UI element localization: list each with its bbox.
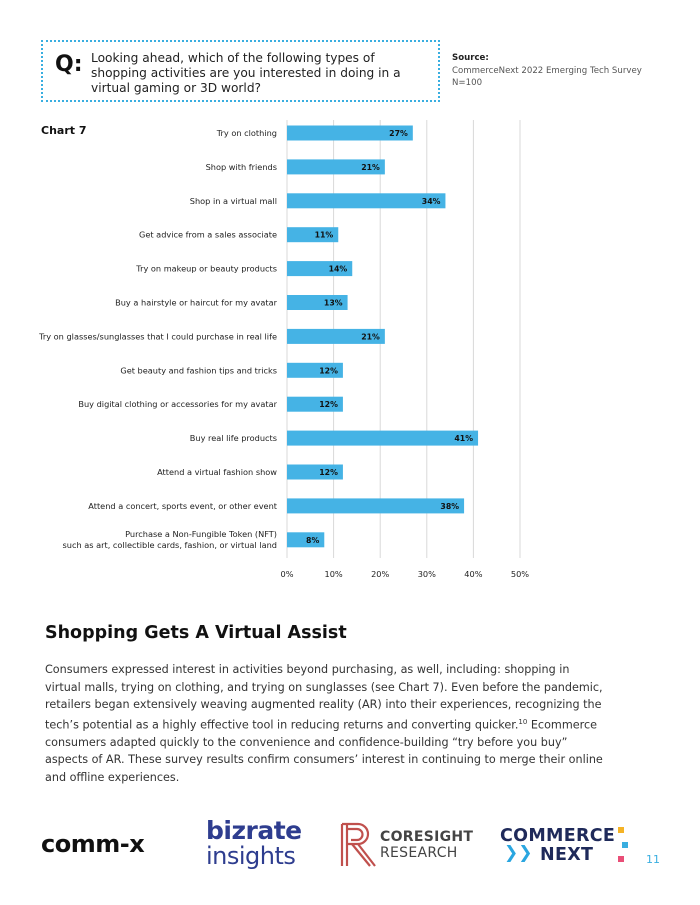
category-label: Purchase a Non-Fungible Token (NFT) such as art, collectible cards, fashion, or virtual land [62,528,277,550]
source-label: Source: [452,53,489,63]
x-tick-label: 30% [417,569,436,579]
accent-square-icon [618,856,624,862]
value-label: 12% [319,366,338,376]
value-label: 34% [421,196,441,206]
source-sample-size: N=100 [452,78,483,88]
x-tick-label: 0% [280,569,294,579]
chevrons-icon: ❯❯ [504,843,533,863]
next-logo-word: NEXT [540,845,594,865]
coresight-logo-word: CORESIGHT [380,829,474,845]
category-label: Buy real life products [189,433,277,444]
value-label: 27% [389,129,408,138]
commerce-logo-word: COMMERCE [500,826,616,846]
x-tick-label: 50% [510,569,530,579]
page-number: 11 [646,853,660,866]
source-note [452,52,672,90]
body-paragraph [45,661,605,786]
commercenext-logo [500,826,630,872]
x-tick-label: 10% [324,569,343,579]
category-label: Buy digital clothing or accessories for my avatar [78,399,277,410]
bar [287,498,464,513]
question-text: Looking ahead, which of the following types of shopping activities are you interested in doing in a virtual gaming or 3D world? [91,51,401,95]
bizrate-insights-logo [206,818,302,868]
category-label: Buy a hairstyle or haircut for my avatar [115,297,277,308]
value-label: 41% [454,434,474,444]
value-label: 12% [319,468,338,477]
coresight-mark-icon [338,820,378,870]
value-label: 38% [440,501,460,511]
value-label: 21% [361,332,380,342]
section-title: Shopping Gets A Virtual Assist [45,623,347,643]
bar [287,431,478,446]
source-survey: CommerceNext 2022 Emerging Tech Survey [452,65,642,76]
value-label: 21% [361,162,380,172]
question-box [41,40,440,102]
bizrate-logo-word: bizrate [206,816,302,845]
value-label: 8% [306,535,320,545]
value-label: 13% [323,298,343,308]
footnote-marker: 10 [518,717,528,726]
accent-square-icon [622,842,628,848]
category-label: Attend a virtual fashion show [157,467,277,477]
coresight-research-logo [338,820,474,870]
category-label: Get advice from a sales associate [138,229,277,240]
chart-label: Chart 7 [41,124,87,137]
category-label: Try on makeup or beauty products [136,263,277,274]
category-label: Get beauty and fashion tips and tricks [120,365,277,376]
category-label: Attend a concert, sports event, or other event [88,500,277,511]
value-label: 11% [314,230,334,240]
body-text-part2: Ecommerce consumers adapted quickly to the convenience and confidence-building “try before you buy” aspects of AR. These survey results confirm consumers’ interest in continuing to merge their online and offline experiences. [45,718,603,784]
category-label: Shop in a virtual mall [189,195,277,206]
x-tick-label: 20% [371,569,390,579]
category-label: Try on glasses/sunglasses that I could purchase in real life [39,331,277,342]
x-tick-label: 40% [464,569,483,579]
comm-x-logo: comm-x [41,830,145,858]
category-label: Try on clothing [216,128,277,138]
value-label: 14% [328,264,348,274]
category-label: Shop with friends [205,161,277,172]
insights-logo-word: insights [206,842,296,870]
bar-chart [0,110,700,590]
question-mark: Q: [55,52,83,77]
body-text-part1: Consumers expressed interest in activities beyond purchasing, as well, including: shopping in virtual malls, trying on clothing, and trying on sunglasses (see Chart 7). Even before the pandemic, retailers began extensively weaving augmented reality (AR) into their experiences, recognizing the tech’s potential as a highly effective tool in reducing returns and converting quicker. [45,663,603,732]
value-label: 12% [319,400,338,410]
accent-square-icon [618,827,624,833]
research-logo-word: RESEARCH [380,845,458,861]
